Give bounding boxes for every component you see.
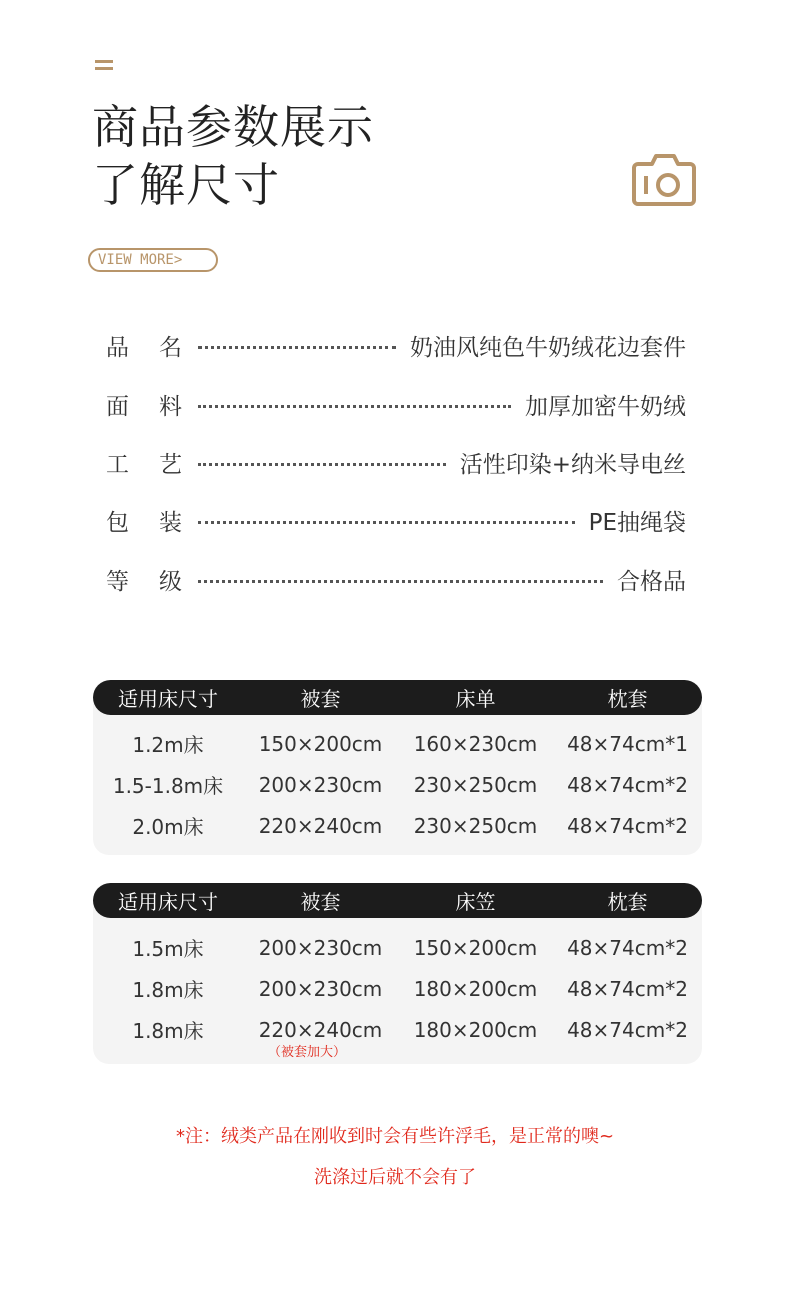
care-note-line2: 洗涤过后就不会有了 [314, 1167, 476, 1188]
table-row [93, 968, 702, 1009]
care-note-line1: *注：绒类产品在刚收到时会有些许浮毛，是正常的噢~ [175, 1126, 615, 1147]
table-cell: 200×230cm [258, 772, 383, 797]
table-row [93, 927, 702, 968]
dot-leader [198, 580, 603, 583]
param-label: 面 料 [106, 393, 182, 420]
table-cell: 200×230cm [258, 935, 383, 960]
table-cell: 1.8m床 [132, 1019, 204, 1043]
table-cell: 48×74cm*1 [567, 731, 688, 756]
table-cell: 230×250cm [413, 813, 538, 838]
header-cell: 适用床尺寸 [118, 890, 218, 914]
header-cell: 床单 [455, 687, 496, 711]
menu-icon[interactable] [95, 60, 113, 70]
table-row [93, 723, 702, 764]
param-value: PE抽绳袋 [588, 509, 686, 536]
table-header [93, 680, 702, 715]
table-cell: 2.0m床 [132, 815, 204, 839]
header-cell: 被套 [300, 890, 341, 914]
table-cell: 180×200cm [413, 1017, 538, 1042]
param-row-package [106, 505, 686, 535]
size-table-fitted [93, 883, 702, 1064]
table-cell: 230×250cm [413, 772, 538, 797]
param-row-name [106, 330, 686, 360]
camera-icon [632, 150, 696, 206]
dot-leader [198, 463, 446, 466]
table-cell: 1.5m床 [132, 937, 204, 961]
table-row [93, 764, 702, 805]
dot-leader [198, 346, 396, 349]
view-more-button[interactable]: VIEW MORE> [88, 248, 218, 272]
table-header [93, 883, 702, 918]
param-label: 工 艺 [106, 451, 182, 478]
table-row [93, 805, 702, 846]
size-table-sheet [93, 680, 702, 855]
header-cell: 适用床尺寸 [118, 687, 218, 711]
param-value: 合格品 [617, 568, 686, 595]
param-label: 包 装 [106, 509, 182, 536]
table-cell: 180×200cm [413, 976, 538, 1001]
table-cell: 1.8m床 [132, 978, 204, 1002]
table-cell: 200×230cm [258, 976, 383, 1001]
header-cell: 枕套 [607, 890, 648, 914]
page-subtitle: 了解尺寸 [92, 158, 280, 212]
param-row-craft [106, 447, 686, 477]
header-cell: 床笠 [455, 890, 496, 914]
table-cell: 220×240cm [258, 1017, 383, 1042]
page-title: 商品参数展示 [92, 100, 374, 154]
table-cell: 150×200cm [413, 935, 538, 960]
table-cell: 150×200cm [258, 731, 383, 756]
header-cell: 枕套 [607, 687, 648, 711]
table-row [93, 1009, 702, 1050]
param-row-fabric [106, 389, 686, 419]
table-cell: 48×74cm*2 [567, 1017, 688, 1042]
table-cell: 1.2m床 [132, 733, 204, 757]
param-value: 加厚加密牛奶绒 [525, 393, 686, 420]
param-row-grade [106, 564, 686, 594]
table-cell: 220×240cm [258, 813, 383, 838]
dot-leader [198, 521, 575, 524]
param-label: 等 级 [106, 568, 182, 595]
param-value: 奶油风纯色牛奶绒花边套件 [410, 334, 686, 361]
param-label: 品 名 [106, 334, 182, 361]
table-cell: 48×74cm*2 [567, 813, 688, 838]
oversize-note: （被套加大） [268, 1045, 347, 1060]
table-cell: 48×74cm*2 [567, 772, 688, 797]
table-cell: 1.5-1.8m床 [112, 774, 224, 798]
param-value: 活性印染+纳米导电丝 [459, 451, 686, 478]
header-cell: 被套 [300, 687, 341, 711]
table-cell: 48×74cm*2 [567, 935, 688, 960]
dot-leader [198, 405, 511, 408]
table-cell: 160×230cm [413, 731, 538, 756]
table-cell: 48×74cm*2 [567, 976, 688, 1001]
